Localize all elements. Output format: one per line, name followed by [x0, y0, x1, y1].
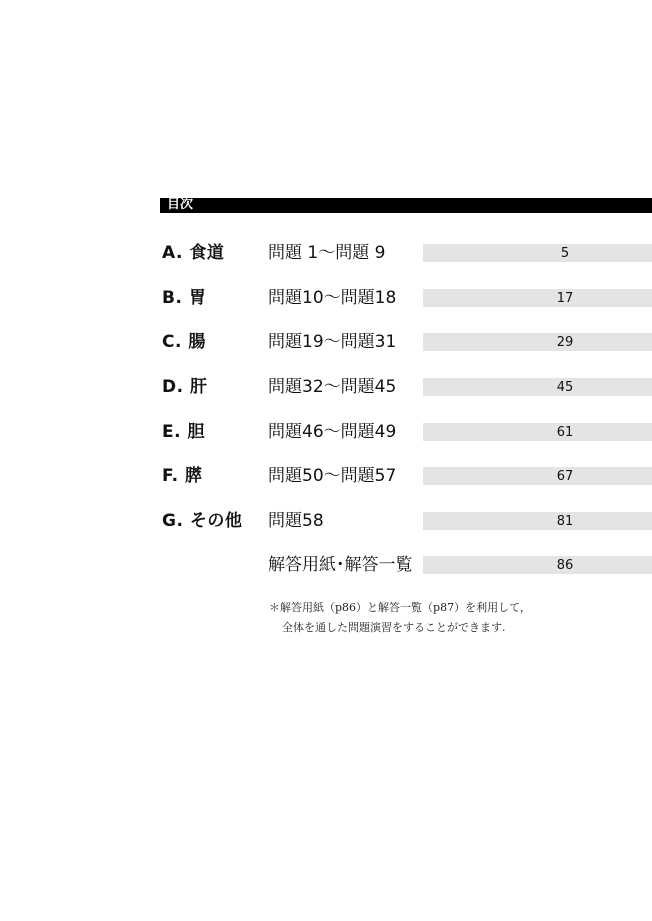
page-number-bar: [423, 423, 652, 441]
toc-header-bar: [160, 198, 652, 213]
page-number: 5: [560, 246, 570, 261]
section-label: D. 肝: [162, 377, 208, 397]
page-number-bar: [423, 556, 652, 574]
page-number-bar: [423, 378, 652, 396]
toc-row-g[interactable]: [160, 510, 652, 532]
question-range: 解答用紙･解答一覧: [268, 555, 413, 575]
page-number-bar: [423, 467, 652, 485]
toc-row-answers[interactable]: [160, 554, 652, 576]
toc-row-c[interactable]: [160, 331, 652, 353]
section-label: G. その他: [162, 511, 243, 531]
section-label: B. 胃: [162, 288, 207, 308]
question-range: 問題50～問題57: [268, 466, 397, 486]
toc-title: 目次: [167, 197, 194, 212]
toc-row-a[interactable]: [160, 242, 652, 264]
page-number: 67: [556, 469, 574, 484]
page-number: 29: [556, 335, 574, 350]
page-number-bar: [423, 512, 652, 530]
toc-row-d[interactable]: [160, 376, 652, 398]
question-range: 問題32～問題45: [268, 377, 397, 397]
section-label: E. 胆: [162, 422, 205, 442]
footnote-line-2: 全体を通した問題演習をすることができます.: [282, 621, 506, 634]
page-number: 17: [556, 291, 574, 306]
question-range: 問題46～問題49: [268, 422, 397, 442]
question-range: 問題58: [268, 511, 324, 531]
section-label: F. 膵: [162, 466, 203, 486]
question-range: 問題10～問題18: [268, 288, 397, 308]
question-range: 問題 1～問題 9: [268, 243, 386, 263]
section-label: C. 腸: [162, 332, 206, 352]
page-number-bar: [423, 333, 652, 351]
question-range: 問題19～問題31: [268, 332, 397, 352]
page-number: 81: [556, 514, 574, 529]
page-number: 45: [556, 380, 574, 395]
footnote: [269, 598, 609, 638]
toc-row-e[interactable]: [160, 421, 652, 443]
footnote-line-1: ＊解答用紙（p86）と解答一覧（p87）を利用して，: [269, 601, 531, 614]
page-number-bar: [423, 289, 652, 307]
page-number-bar: [423, 244, 652, 262]
toc-row-b[interactable]: [160, 287, 652, 309]
page-number: 86: [556, 558, 574, 573]
toc-row-f[interactable]: [160, 465, 652, 487]
section-label: A. 食道: [162, 243, 225, 263]
page-number: 61: [556, 425, 574, 440]
